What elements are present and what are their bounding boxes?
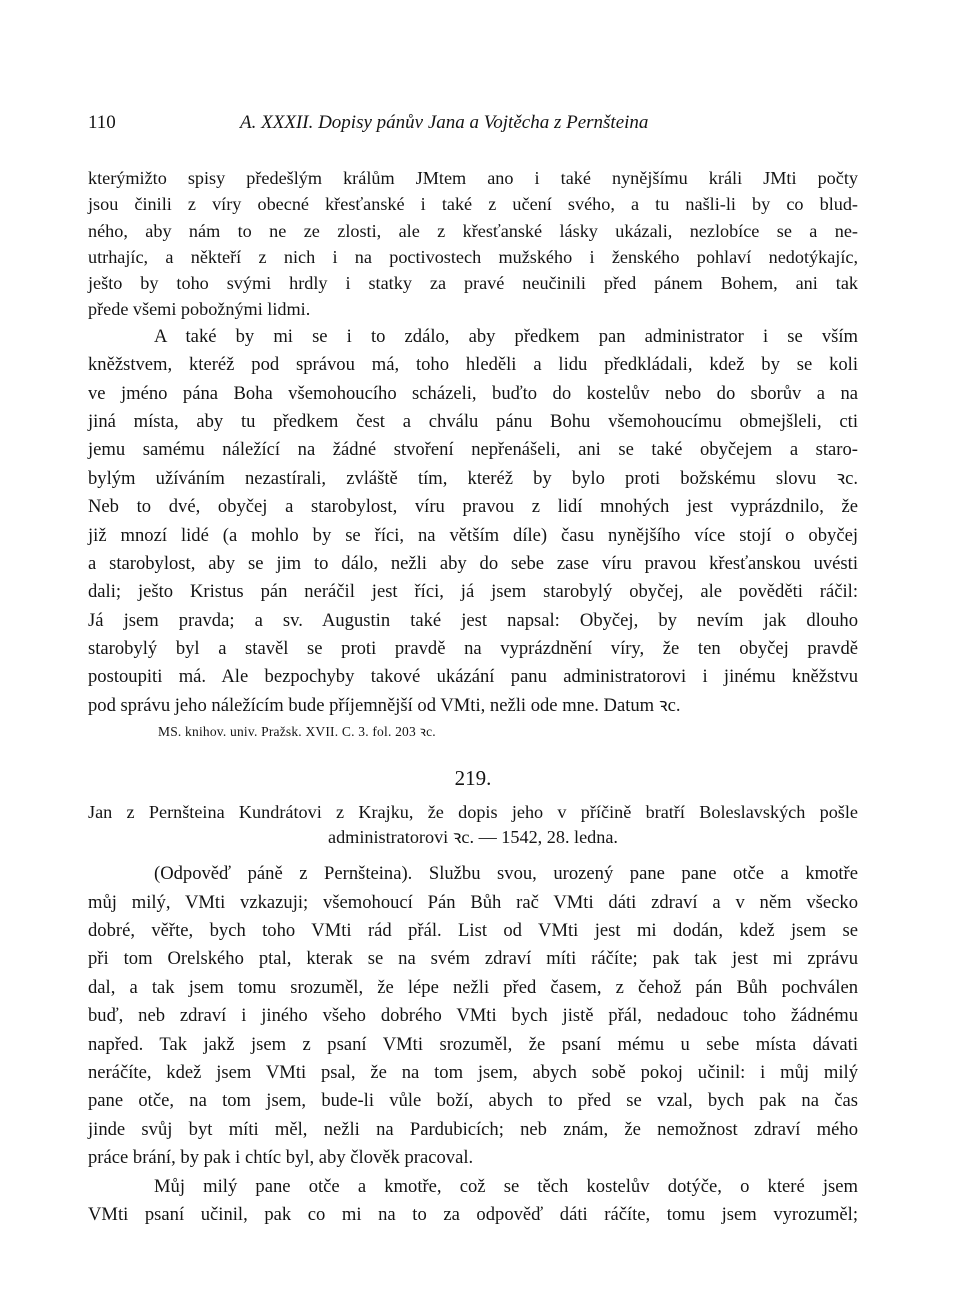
text-line: napřed. Tak jakž jsem z psaní VMti srozuměl, že psaní mému u sebe místa dávati [88,1033,858,1055]
text-line: jsou činili z víry obecné křesťanské i také z učení svého, a tu našli-li by co blud- [88,194,858,215]
source-note: MS. knihov. univ. Pražsk. XVII. C. 3. fol. 203 ꝛc. [158,724,436,740]
text-line: postoupiti má. Ale bezpochyby takové ukázání panu administratorovi i jinému kněžstvu [88,666,858,688]
section-a-paragraph [88,165,858,323]
text-line: starobylý byl a stavěl se proti pravdě na vyprázdnění víry, že ten obyčej pravdě [88,638,858,660]
text-line: A také by mi se i to zdálo, aby předkem pan administrator i se vším [154,325,858,347]
text-line: pod správu jeho náležícím bude příjemnější od VMti, nežli ode mne. Datum ꝛc. [88,694,681,716]
text-line: při tom Orelského ptal, kterak se na svém zdraví míti ráčíte; pak tak jest mi zprávu [88,948,858,970]
book-page [88,112,858,1229]
text-line: dobré, věřte, bych toho VMti rád přál. List od VMti jest mi dodán, kdež jsem se [88,920,858,942]
running-title: A. XXXII. Dopisy pánův Jana a Vojtěcha z Pernšteina [240,112,649,133]
text-line: VMti psaní učinil, pak co mi na to za odpověď dáti ráčíte, tomu jsem vyrozuměl; [88,1203,858,1225]
text-line: Neb to dvé, obyčej a starobylost, víru pravou z lidí mnohých jest vyprázdnilo, že [88,496,858,518]
page-number: 110 [88,112,116,133]
text-line: můj milý, VMti vzkazuji; všemohoucí Pán Bůh rač VMti dáti zdraví a v něm všecko [88,891,858,913]
text-line: jemu samému náležící na žádné stvoření nepřenášeli, ani se také obyčejem a staro- [88,439,858,461]
document-heading [88,800,858,850]
text-line: buď, neb zdraví i jiného všeho dobrého VMti bych jistě přál, nedadouc toho žádnému [88,1005,858,1027]
text-line: dal, a tak jsem tomu srozuměl, že lépe nežli před časem, z čehož pán Bůh pochválen [88,976,858,998]
text-line: dali; ješto Kristus pán neráčil jest říci, já jsem starobylý obyčej, ale pověděti ráčil: [88,581,858,603]
text-line: ného, aby nám to ne ze zlosti, ale z křesťanské lásky ukázali, nezlobíce se a ne- [88,220,858,241]
text-line: utrhajíc, a někteří z nich i na poctivostech mužského i ženského pohlaví nedotýkajíc, [88,246,858,267]
text-line: neráčíte, kdež jsem VMti psal, že na tom jsem, abych sobě pokoj učinil: i můj milý [88,1061,858,1083]
heading-line: Jan z Pernšteina Kundrátovi z Krajku, že dopis jeho v příčině bratří Boleslavských pošle [88,802,858,823]
text-line: ješto by toho svými hrdly i statky za pravé neučinili před pánem Bohem, ani tak [88,273,858,294]
text-line: přede všemi pobožnými lidmi. [88,299,311,320]
text-line: a starobylost, aby se jim to dálo, nežli aby do sebe zase víru pravou křesťanskou uvésti [88,552,858,574]
section-b-paragraph [88,323,858,720]
document-number: 219. [454,766,492,791]
letter-body [88,860,858,1229]
text-line: již mnozí lidé (a mohlo by se říci, na větším díle) času nynějšího více stojí o obyčej [88,524,858,546]
text-line: kterýmižto spisy předešlým králům JMtem ano i také nynějšímu králi JMti počty [88,168,858,188]
running-head [88,112,858,142]
text-line: bylým užíváním nezastírali, zvláště tím, kteréž by bylo proti božskému slovu ꝛc. [88,467,858,489]
text-line: jinde svůj byt míti měl, nežli na Pardubicích; neb znám, že nemožnost zdraví mého [88,1118,858,1140]
text-line: Můj milý pane otče a kmotře, což se těch kostelův dotýče, o které jsem [154,1175,858,1197]
text-line: pane otče, na tom jsem, bude-li vůle boží, abych to před se vzal, bych pak na čas [88,1090,858,1112]
text-line: práce brání, by pak i chtíc byl, aby člověk pracoval. [88,1147,474,1169]
text-line: kněžstvem, kteréž pod správou má, toho hleděli a lidu předkládali, kdež by se koli [88,354,858,376]
text-line: (Odpověď páně z Pernšteina). Službu svou, urozený pane pane otče a kmotře [154,863,858,885]
text-line: ve jméno pána Boha všemohoucího scházeli, buďto do kostelův nebo do sborův a na [88,382,858,404]
text-line: Já jsem pravda; a sv. Augustin také jest napsal: Obyčej, by nevím jak dlouho [88,609,858,631]
text-line: jiná místa, aby tu předkem čest a chválu pánu Bohu všemohoucímu obmejšleli, cti [88,410,858,432]
heading-line: administratorovi ꝛc. — 1542, 28. ledna. [328,827,618,848]
